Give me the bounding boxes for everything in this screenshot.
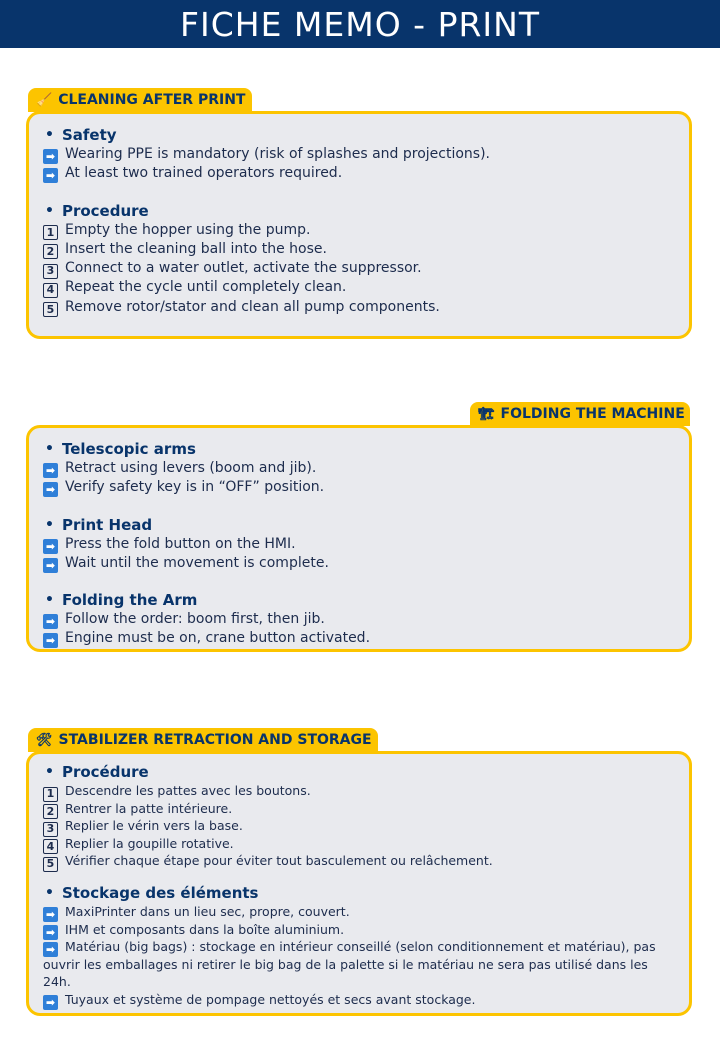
list-item: ➡ MaxiPrinter dans un lieu sec, propre, couvert. [43, 903, 675, 921]
section-tab-label: FOLDING THE MACHINE [500, 406, 685, 422]
list-item: 2 Insert the cleaning ball into the hose. [43, 240, 675, 259]
list-item: 1 Descendre les pattes avec les boutons. [43, 782, 675, 800]
group-print-head [43, 516, 675, 574]
group-safety [43, 126, 675, 184]
section-tab-stabilizer [28, 728, 378, 752]
section-tab-cleaning [28, 88, 252, 112]
list-item: 3 Replier le vérin vers la base. [43, 817, 675, 835]
group-procedure-fr [43, 763, 675, 870]
step-number-icon: 5 [43, 302, 58, 317]
crane-icon: 🏗 [478, 406, 495, 422]
arrow-right-icon: ➡ [43, 995, 58, 1010]
list-item: 1 Empty the hopper using the pump. [43, 221, 675, 240]
group-procedure [43, 202, 675, 317]
list-item: 4 Replier la goupille rotative. [43, 835, 675, 853]
arrow-right-icon: ➡ [43, 925, 58, 940]
group-title: • Telescopic arms [45, 440, 196, 458]
group-title: • Safety [45, 126, 117, 144]
tools-icon: 🛠 [36, 732, 53, 748]
group-title: • Print Head [45, 515, 153, 534]
list-item: ➡ Wearing PPE is mandatory (risk of splashes and projections). [43, 145, 675, 164]
arrow-right-icon: ➡ [43, 942, 58, 957]
group-title: • Procédure [45, 763, 149, 781]
page-header [0, 0, 720, 48]
section-tab-folding [470, 402, 690, 426]
arrow-right-icon: ➡ [43, 149, 58, 164]
section-tab-label: CLEANING AFTER PRINT [58, 92, 246, 108]
step-number-icon: 3 [43, 264, 58, 279]
list-item: ➡ Tuyaux et système de pompage nettoyés et secs avant stockage. [43, 991, 675, 1009]
group-title: • Folding the Arm [45, 591, 198, 610]
list-item: 5 Vérifier chaque étape pour éviter tout basculement ou relâchement. [43, 852, 675, 870]
step-number-icon: 1 [43, 787, 58, 802]
group-title: • Stockage des éléments [45, 883, 259, 902]
step-number-icon: 5 [43, 857, 58, 872]
step-number-icon: 4 [43, 283, 58, 298]
list-item: 5 Remove rotor/stator and clean all pump components. [43, 298, 675, 317]
arrow-right-icon: ➡ [43, 482, 58, 497]
list-item: ➡ Press the fold button on the HMI. [43, 535, 675, 554]
list-item: ➡ Engine must be on, crane button activated. [43, 629, 675, 648]
list-item: ➡ Follow the order: boom first, then jib. [43, 610, 675, 629]
list-item: ➡ IHM et composants dans la boîte aluminium. [43, 921, 675, 939]
list-item: 4 Repeat the cycle until completely clean. [43, 278, 675, 297]
group-telescopic-arms [43, 440, 675, 498]
arrow-right-icon: ➡ [43, 614, 58, 629]
step-number-icon: 4 [43, 839, 58, 854]
group-folding-arm [43, 591, 675, 649]
arrow-right-icon: ➡ [43, 558, 58, 573]
arrow-right-icon: ➡ [43, 463, 58, 478]
list-item: 3 Connect to a water outlet, activate the suppressor. [43, 259, 675, 278]
broom-icon: 🧹 [36, 92, 53, 108]
list-item: ➡ At least two trained operators required. [43, 164, 675, 183]
group-stockage [43, 884, 675, 1009]
section-tab-label: STABILIZER RETRACTION AND STORAGE [58, 732, 372, 748]
group-title: • Procedure [45, 201, 149, 220]
step-number-icon: 2 [43, 804, 58, 819]
list-item: ➡ Verify safety key is in “OFF” position. [43, 478, 675, 497]
step-number-icon: 1 [43, 225, 58, 240]
list-item: ➡ Retract using levers (boom and jib). [43, 459, 675, 478]
section-box-folding [26, 425, 692, 652]
arrow-right-icon: ➡ [43, 539, 58, 554]
section-box-cleaning [26, 111, 692, 339]
page-title: FICHE MEMO - PRINT [180, 4, 540, 44]
list-item: ➡ Wait until the movement is complete. [43, 554, 675, 573]
step-number-icon: 2 [43, 244, 58, 259]
list-item: 2 Rentrer la patte intérieure. [43, 800, 675, 818]
section-box-stabilizer [26, 751, 692, 1016]
list-item: ➡ Matériau (big bags) : stockage en intérieur conseillé (selon conditionnement et matériau), pas ouvrir les emballages ni retirer le big bag de la palette si le matériau ne sera pas utilisé dans les 24h. [43, 939, 656, 990]
step-number-icon: 3 [43, 822, 58, 837]
arrow-right-icon: ➡ [43, 907, 58, 922]
arrow-right-icon: ➡ [43, 633, 58, 648]
arrow-right-icon: ➡ [43, 168, 58, 183]
